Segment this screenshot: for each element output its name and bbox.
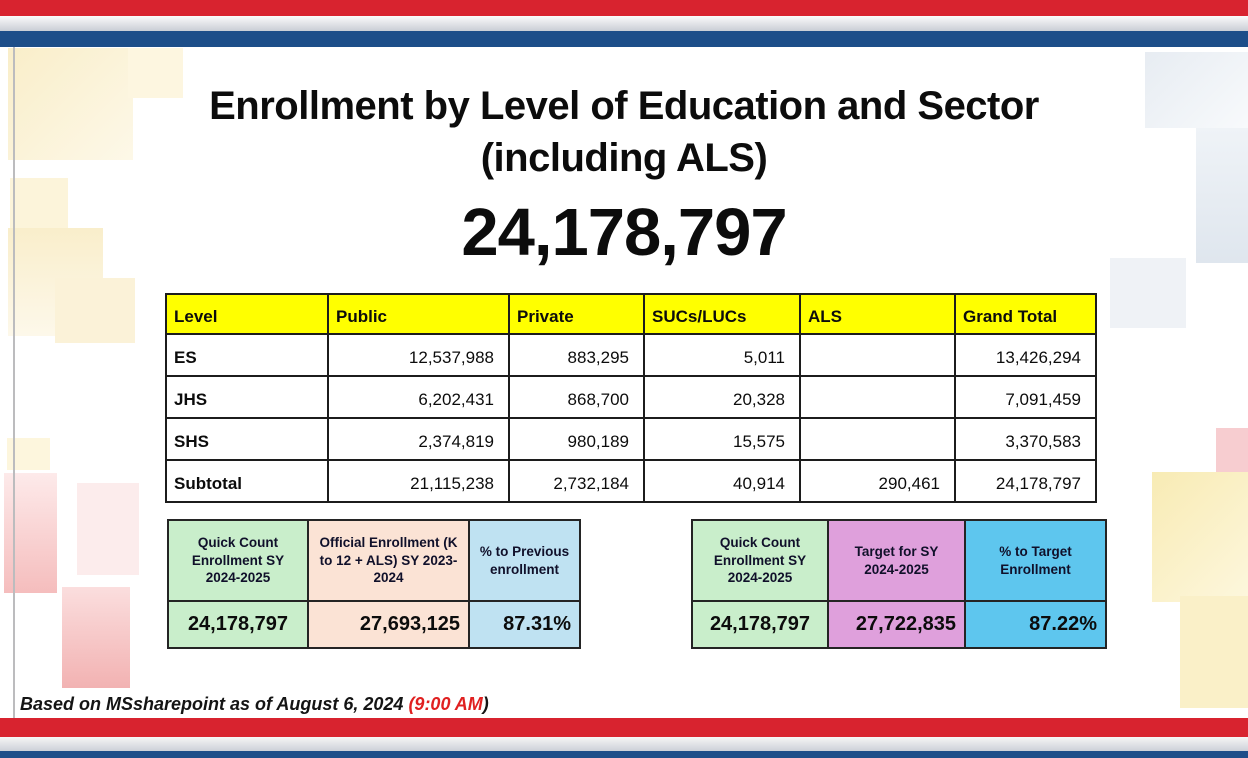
table-row-subtotal: [166, 460, 1096, 502]
header-target: Target for SY 2024-2025: [828, 520, 965, 601]
table-row-jhs: [166, 376, 1096, 418]
top-stripe-silver: [0, 16, 1248, 31]
header-level: Level: [166, 294, 328, 334]
header-als: ALS: [800, 294, 955, 334]
summary-table-target: [691, 519, 1107, 649]
header-official-enrollment: Official Enrollment (K to 12 + ALS) SY 2023-2024: [308, 520, 469, 601]
header-pct-previous: % to Previous enrollment: [469, 520, 580, 601]
source-note-time: (9:00 AM: [408, 694, 483, 714]
summary-right-value-row: [692, 601, 1106, 648]
cell-level: Subtotal: [166, 460, 328, 502]
source-note: [20, 694, 489, 715]
bottom-stripe-silver: [0, 737, 1248, 751]
cell-private: 868,700: [509, 376, 644, 418]
top-stripe-blue: [0, 31, 1248, 47]
table-row-shs: [166, 418, 1096, 460]
cell-private: 2,732,184: [509, 460, 644, 502]
deco-square: [77, 483, 139, 575]
deco-square: [1180, 596, 1248, 708]
cell-private: 883,295: [509, 334, 644, 376]
bottom-stripe-red: [0, 718, 1248, 737]
slide-title-line2: (including ALS): [480, 136, 768, 180]
header-sucs-lucs: SUCs/LUCs: [644, 294, 800, 334]
cell-sucs-lucs: 15,575: [644, 418, 800, 460]
cell-als: [800, 334, 955, 376]
cell-private: 980,189: [509, 418, 644, 460]
cell-als: [800, 376, 955, 418]
bottom-stripe-blue: [0, 751, 1248, 758]
deco-square: [4, 473, 57, 593]
cell-als: 290,461: [800, 460, 955, 502]
deco-square: [1152, 472, 1248, 602]
cell-grand-total: 7,091,459: [955, 376, 1096, 418]
cell-grand-total: 3,370,583: [955, 418, 1096, 460]
value-pct-target: 87.22%: [965, 601, 1106, 648]
cell-grand-total: 13,426,294: [955, 334, 1096, 376]
header-quick-count: Quick Count Enrollment SY 2024-2025: [168, 520, 308, 601]
cell-als: [800, 418, 955, 460]
summary-right-header-row: [692, 520, 1106, 601]
summary-left-value-row: [168, 601, 580, 648]
deco-square: [55, 278, 135, 343]
title-block: [0, 80, 1248, 271]
value-official-enrollment: 27,693,125: [308, 601, 469, 648]
cell-grand-total: 24,178,797: [955, 460, 1096, 502]
top-stripe-red: [0, 0, 1248, 16]
cell-sucs-lucs: 5,011: [644, 334, 800, 376]
cell-level: SHS: [166, 418, 328, 460]
cell-public: 2,374,819: [328, 418, 509, 460]
cell-public: 12,537,988: [328, 334, 509, 376]
enrollment-table-header-row: [166, 294, 1096, 334]
table-row-es: [166, 334, 1096, 376]
total-enrollment-number: 24,178,797: [461, 195, 787, 270]
header-private: Private: [509, 294, 644, 334]
value-pct-previous: 87.31%: [469, 601, 580, 648]
summary-table-previous: [167, 519, 581, 649]
slide-title-line1: Enrollment by Level of Education and Sector: [209, 84, 1039, 128]
header-grand-total: Grand Total: [955, 294, 1096, 334]
value-quick-count: 24,178,797: [168, 601, 308, 648]
source-note-text: Based on MSsharepoint as of August 6, 2024: [20, 694, 409, 714]
deco-square: [62, 587, 130, 688]
cell-public: 6,202,431: [328, 376, 509, 418]
source-note-suffix: ): [482, 694, 489, 714]
cell-sucs-lucs: 20,328: [644, 376, 800, 418]
enrollment-table: [165, 293, 1097, 503]
header-public: Public: [328, 294, 509, 334]
cell-sucs-lucs: 40,914: [644, 460, 800, 502]
value-target: 27,722,835: [828, 601, 965, 648]
cell-level: JHS: [166, 376, 328, 418]
summary-left-header-row: [168, 520, 580, 601]
header-quick-count: Quick Count Enrollment SY 2024-2025: [692, 520, 828, 601]
value-quick-count: 24,178,797: [692, 601, 828, 648]
cell-level: ES: [166, 334, 328, 376]
cell-public: 21,115,238: [328, 460, 509, 502]
header-pct-target: % to Target Enrollment: [965, 520, 1106, 601]
